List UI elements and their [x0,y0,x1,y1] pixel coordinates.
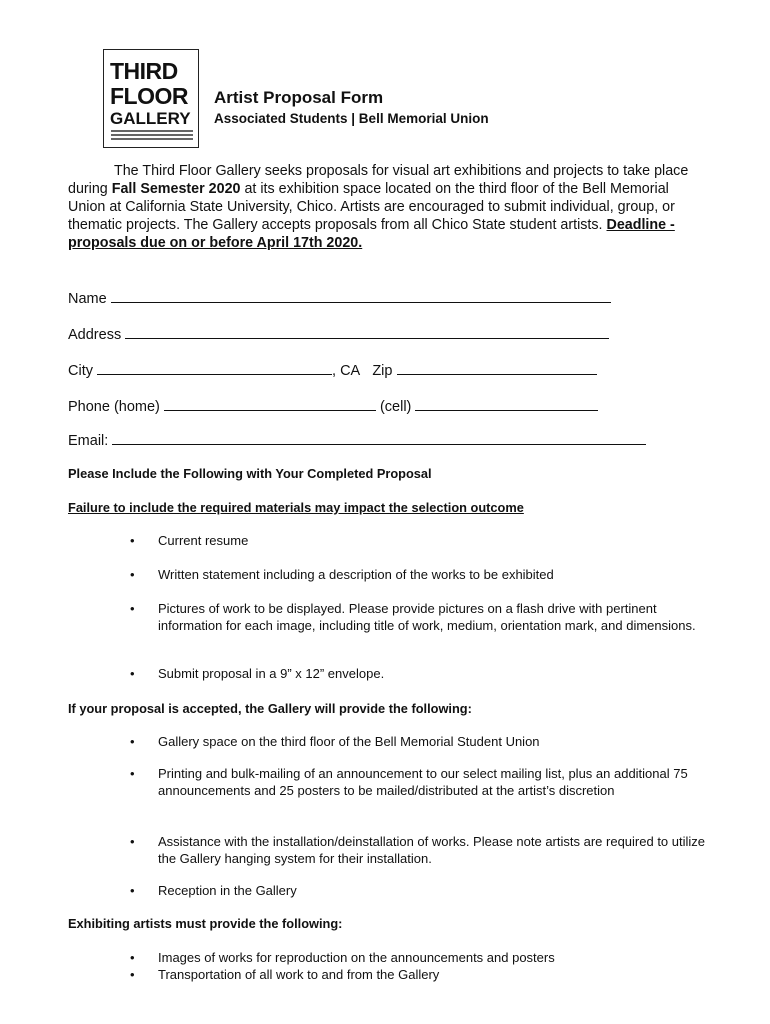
include-heading: Please Include the Following with Your Completed Proposal [68,466,432,481]
bullet-icon: • [130,950,135,965]
phone-cell-line[interactable] [415,396,598,411]
city-label: City [68,363,93,379]
name-line[interactable] [111,288,611,303]
name-label: Name [68,291,107,307]
form-title: Artist Proposal Form [214,88,384,107]
intro-deadline: Deadline - proposals due on or before April 17th 2020. [68,217,675,251]
failure-heading: Failure to include the required materials may impact the selection outcome [68,500,524,515]
bullet-icon: • [130,834,135,849]
address-line[interactable] [125,324,609,339]
bullet-icon: • [130,734,135,749]
city-zip-field[interactable] [68,360,597,379]
bullet-icon: • [130,766,135,781]
list-item-text: Submit proposal in a 9” x 12” envelope. [158,666,385,681]
name-field[interactable] [68,288,611,307]
list-item-text: Written statement including a description of the works to be exhibited [158,567,554,582]
bullet-icon: • [130,666,135,681]
zip-line[interactable] [397,360,597,375]
email-label: Email: [68,433,109,449]
bullet-icon: • [130,533,135,548]
list-item-text: Reception in the Gallery [158,883,297,898]
list-item-text: Pictures of work to be displayed. Please provide pictures on a flash drive with pertinent information for each image, including title of work, medium, orientation mark, and dimensions. [158,601,696,633]
address-field[interactable] [68,324,609,343]
logo-line-2: FLOOR [110,83,188,109]
bullet-icon: • [130,601,135,616]
intro-text-2: at its exhibition space located on the third floor of the Bell Memorial Union at California State University, Chico. Artists are encouraged to submit individual, group, or thematic projects. The Gallery accepts proposals from all Chico State student artists. [68,181,675,233]
accepted-heading: If your proposal is accepted, the Gallery will provide the following: [68,701,472,716]
list-item-text: Current resume [158,533,249,548]
intro-text-1: The Third Floor Gallery seeks proposals for visual art exhibitions and projects to take place during [68,163,689,197]
form-subtitle: Associated Students | Bell Memorial Union [214,111,489,126]
intro-paragraph [68,162,694,252]
email-line[interactable] [112,430,646,445]
phone-cell-label: (cell) [379,399,412,415]
list-item-text: Assistance with the installation/deinstallation of works. Please note artists are required to utilize the Gallery hanging system for their installation. [158,834,706,866]
bullet-icon: • [130,883,135,898]
city-line[interactable] [97,360,332,375]
phone-field[interactable] [68,396,598,415]
address-label: Address [68,327,122,343]
list-item-text: Images of works for reproduction on the announcements and posters [158,950,555,965]
logo-line-1: THIRD [110,58,178,84]
intro-semester: Fall Semester 2020 [111,181,241,197]
list-item-text: Printing and bulk-mailing of an announcement to our select mailing list, plus an additional 75 announcements and 25 posters to be mailed/distributed at the artist’s discretion [158,766,688,798]
bullet-icon: • [130,567,135,582]
phone-home-label: Phone (home) [68,399,160,415]
email-field[interactable] [68,430,646,449]
bullet-icon: • [130,967,135,982]
logo-line-3: GALLERY [110,109,191,128]
phone-home-line[interactable] [164,396,376,411]
exhibiting-heading: Exhibiting artists must provide the following: [68,916,343,931]
list-item-text: Gallery space on the third floor of the Bell Memorial Student Union [158,734,540,749]
gallery-logo [103,49,199,148]
state-label: , CA [332,363,361,379]
list-item-text: Transportation of all work to and from the Gallery [158,967,440,982]
logo-fine-print [111,130,193,142]
zip-label: Zip [372,363,393,379]
